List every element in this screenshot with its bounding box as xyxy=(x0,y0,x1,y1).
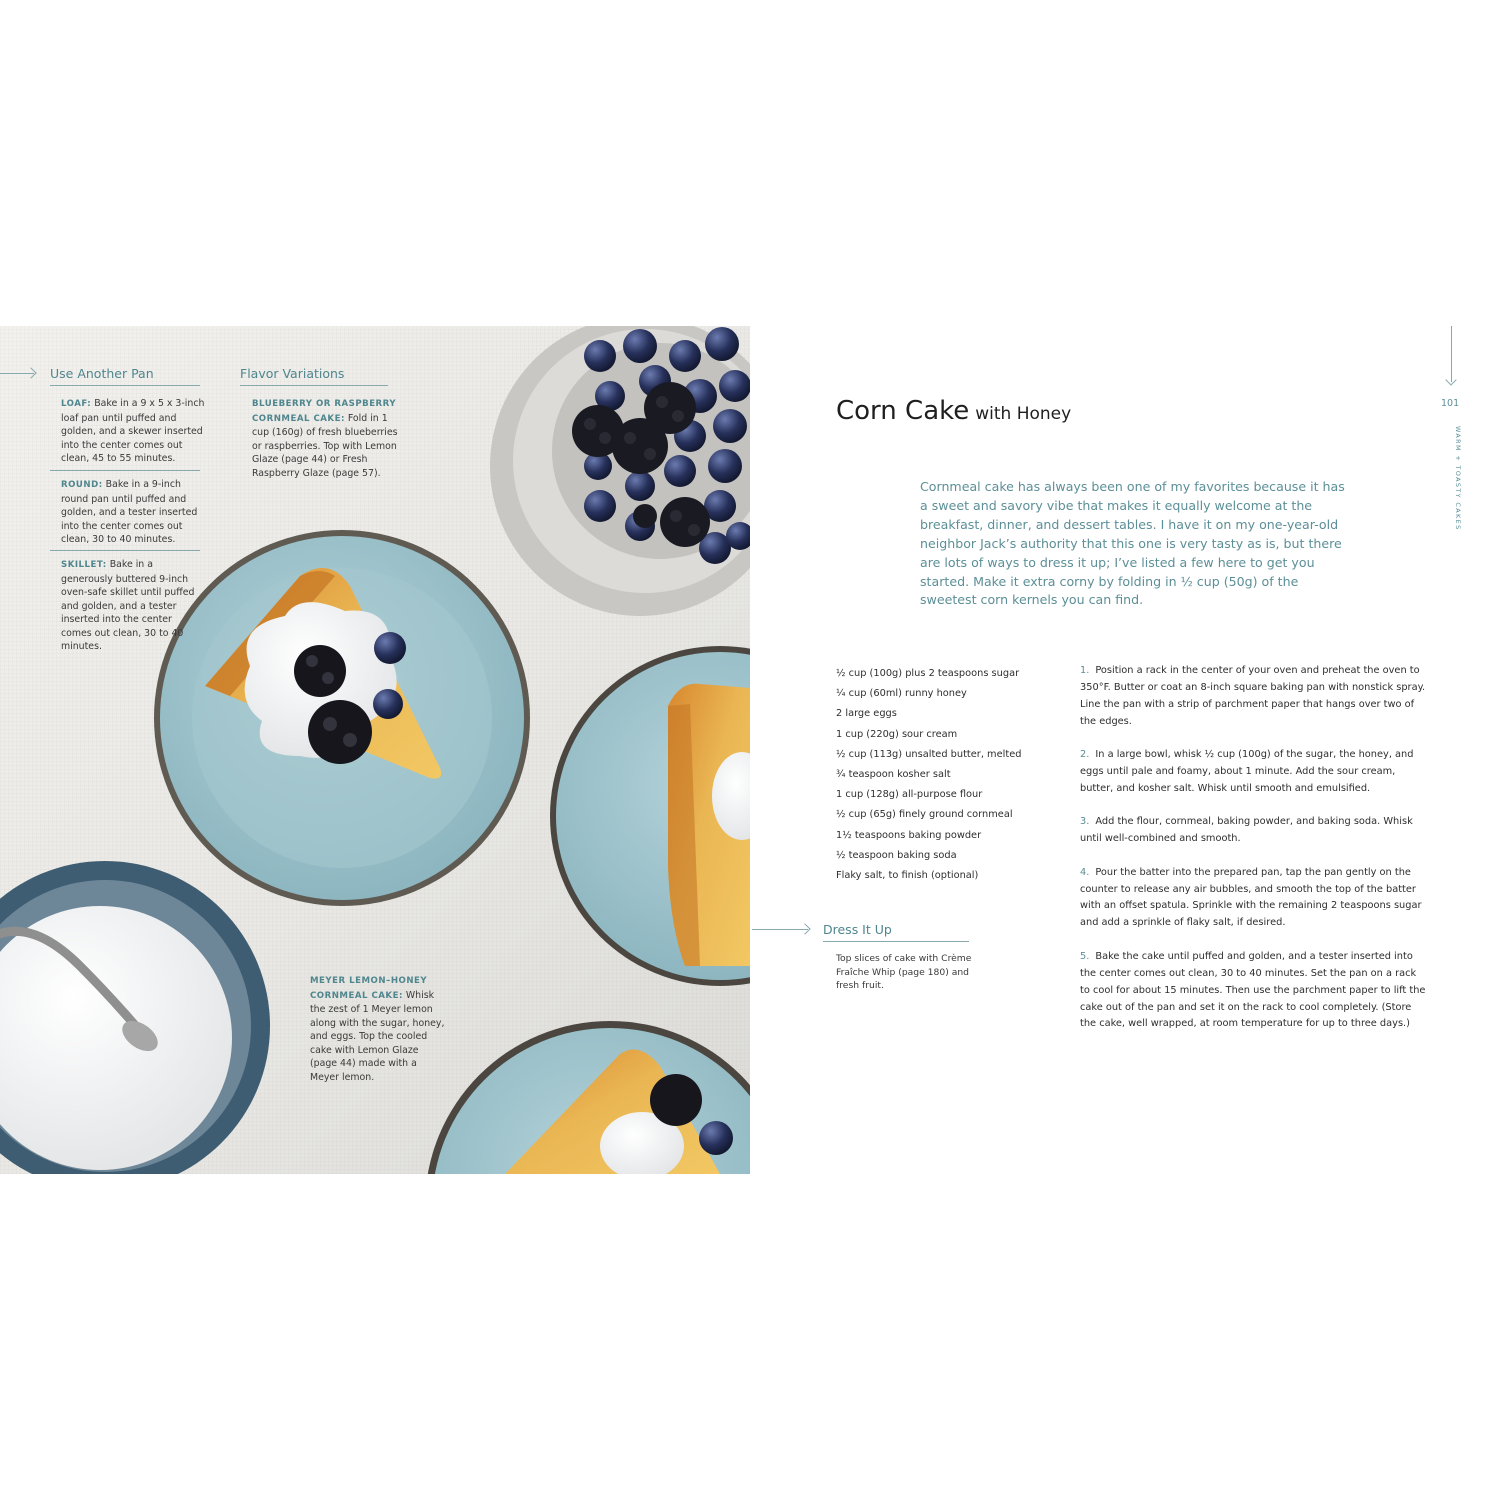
pan-note-skillet xyxy=(61,558,201,654)
ingredient-item: ½ cup (65g) finely ground cornmeal xyxy=(836,809,1013,821)
cake-plate-main xyxy=(154,530,530,906)
step-number: 2. xyxy=(1080,749,1090,761)
ingredient-item: 2 large eggs xyxy=(836,708,897,720)
pan-note-round xyxy=(61,478,209,547)
berry-bowl xyxy=(490,326,750,616)
step-text: Bake the cake until puffed and golden, and a tester inserted into the center comes out clean, 30 to 40 minutes. Set the pan on a rack to cool for about 15 minutes. Then use the parchment paper to lift the cake out of the pan and set it on the rack to cool completely. (Store the cake, well wrapped, at room temperature for up to three days.) xyxy=(1080,950,1426,1030)
book-spread xyxy=(0,326,1500,1174)
ingredient-item: 1½ teaspoons baking powder xyxy=(836,829,982,841)
food-photo xyxy=(0,326,750,1174)
flavor-note-text: Fold in 1 cup (160g) of fresh blueberries or raspberries. Top with Lemon Glaze (page 44) or Fresh Raspberry Glaze (page 57). xyxy=(252,412,398,479)
method-steps xyxy=(1080,663,1426,1050)
dress-arrow xyxy=(752,929,808,930)
step-text: Pour the batter into the prepared pan, tap the pan gently on the counter to release any air bubbles, and smooth the top of the batter with an offset spatula. Sprinkle with the remaining 2 teaspoons sugar and add a sprinkle of flaky salt, if desired. xyxy=(1080,866,1422,929)
method-step xyxy=(1080,814,1426,848)
ingredient-item: ¼ cup (60ml) runny honey xyxy=(836,688,967,700)
divider xyxy=(50,470,200,471)
ingredient-item: ¾ teaspoon kosher salt xyxy=(836,769,951,781)
flavor-note-meyer xyxy=(310,974,448,1084)
step-text: In a large bowl, whisk ½ cup (100g) of the sugar, the honey, and eggs until pale and foamy, about 1 minute. Add the sour cream, butter, and kosher salt. Whisk until smooth and emulsified. xyxy=(1080,749,1414,794)
down-arrow-icon xyxy=(1445,374,1456,385)
cake-plate-bottom xyxy=(425,1021,750,1174)
recipe-title xyxy=(836,396,1071,426)
recipe-title-sub: with Honey xyxy=(975,404,1072,424)
flavor-note-label: MEYER LEMON–HONEY CORNMEAL CAKE: xyxy=(310,976,428,1001)
flavor-note-blueberry xyxy=(252,397,402,480)
step-number: 1. xyxy=(1080,665,1090,676)
pan-note-text: Bake in a 9-inch round pan until puffed and golden, and a tester inserted into the center comes out clean, 30 to 40 minutes. xyxy=(61,479,198,545)
ingredient-item: ½ cup (113g) unsalted butter, melted xyxy=(836,748,1022,760)
pan-note-text: Bake in a generously buttered 9-inch oven-safe skillet until puffed and golden, and a tester inserted into the center comes out clean, 30 to 40 minutes. xyxy=(61,559,195,652)
pan-note-loaf xyxy=(61,397,209,466)
method-step xyxy=(1080,949,1426,1034)
pan-note-label: LOAF: xyxy=(61,399,92,409)
recipe-title-main: Corn Cake xyxy=(836,396,970,426)
cream-bowl xyxy=(0,861,270,1174)
step-text: Add the flour, cornmeal, baking powder, and baking soda. Whisk until well-combined and smooth. xyxy=(1080,816,1413,845)
dress-it-up-text: Top slices of cake with Crème Fraîche Whip (page 180) and fresh fruit. xyxy=(836,953,972,991)
use-another-pan-heading: Use Another Pan xyxy=(50,366,200,386)
section-tab: WARM + TOASTY CAKES xyxy=(1454,426,1462,531)
ingredient-item: 1 cup (220g) sour cream xyxy=(836,728,958,740)
step-text: Position a rack in the center of your oven and preheat the oven to 350°F. Butter or coat an 8-inch square baking pan with nonstick spray. Line the pan with a strip of parchment paper that hangs over two of the edges. xyxy=(1080,665,1426,727)
step-number: 4. xyxy=(1080,866,1090,878)
ingredient-list xyxy=(836,664,1046,886)
pan-note-text: Bake in a 9 x 5 x 3-inch loaf pan until puffed and golden, and a skewer inserted into the center comes out clean, 45 to 55 minutes. xyxy=(61,398,205,464)
recipe-intro: Cornmeal cake has always been one of my favorites because it has a sweet and savory vibe that makes it equally welcome at the breakfast, dinner, and dessert tables. I have it on my one-year-old neighbor Jack’s authority that this one is very tasty as is, but there are lots of ways to dress it up; I’ve listed a few here to get you started. Make it extra corny by folding in ½ cup (50g) of the sweetest corn kernels you can find. xyxy=(920,479,1345,608)
flavor-note-text: Whisk the zest of 1 Meyer lemon along with the sugar, honey, and eggs. Top the cooled cake with Lemon Glaze (page 44) made with a Meyer lemon. xyxy=(310,989,445,1083)
cake-plate-right xyxy=(550,646,750,986)
ingredient-item: Flaky salt, to finish (optional) xyxy=(836,870,979,882)
method-step xyxy=(1080,747,1426,798)
pan-note-label: SKILLET: xyxy=(61,560,107,570)
pan-arrow xyxy=(0,373,34,374)
method-step xyxy=(1080,663,1426,731)
ingredient-item: ½ teaspoon baking soda xyxy=(836,849,957,861)
page-number: 101 xyxy=(1441,398,1460,409)
dress-it-up-heading: Dress It Up xyxy=(823,922,969,942)
flavor-note-label: BLUEBERRY OR RASPBERRY CORNMEAL CAKE: xyxy=(252,399,397,424)
pan-note-label: ROUND: xyxy=(61,480,103,490)
step-number: 3. xyxy=(1080,816,1090,828)
method-step xyxy=(1080,865,1426,933)
divider xyxy=(50,550,200,551)
ingredient-item: ½ cup (100g) plus 2 teaspoons sugar xyxy=(836,668,1020,679)
ingredient-item: 1 cup (128g) all-purpose flour xyxy=(836,789,983,801)
flavor-variations-heading: Flavor Variations xyxy=(240,366,388,386)
step-number: 5. xyxy=(1080,950,1090,962)
